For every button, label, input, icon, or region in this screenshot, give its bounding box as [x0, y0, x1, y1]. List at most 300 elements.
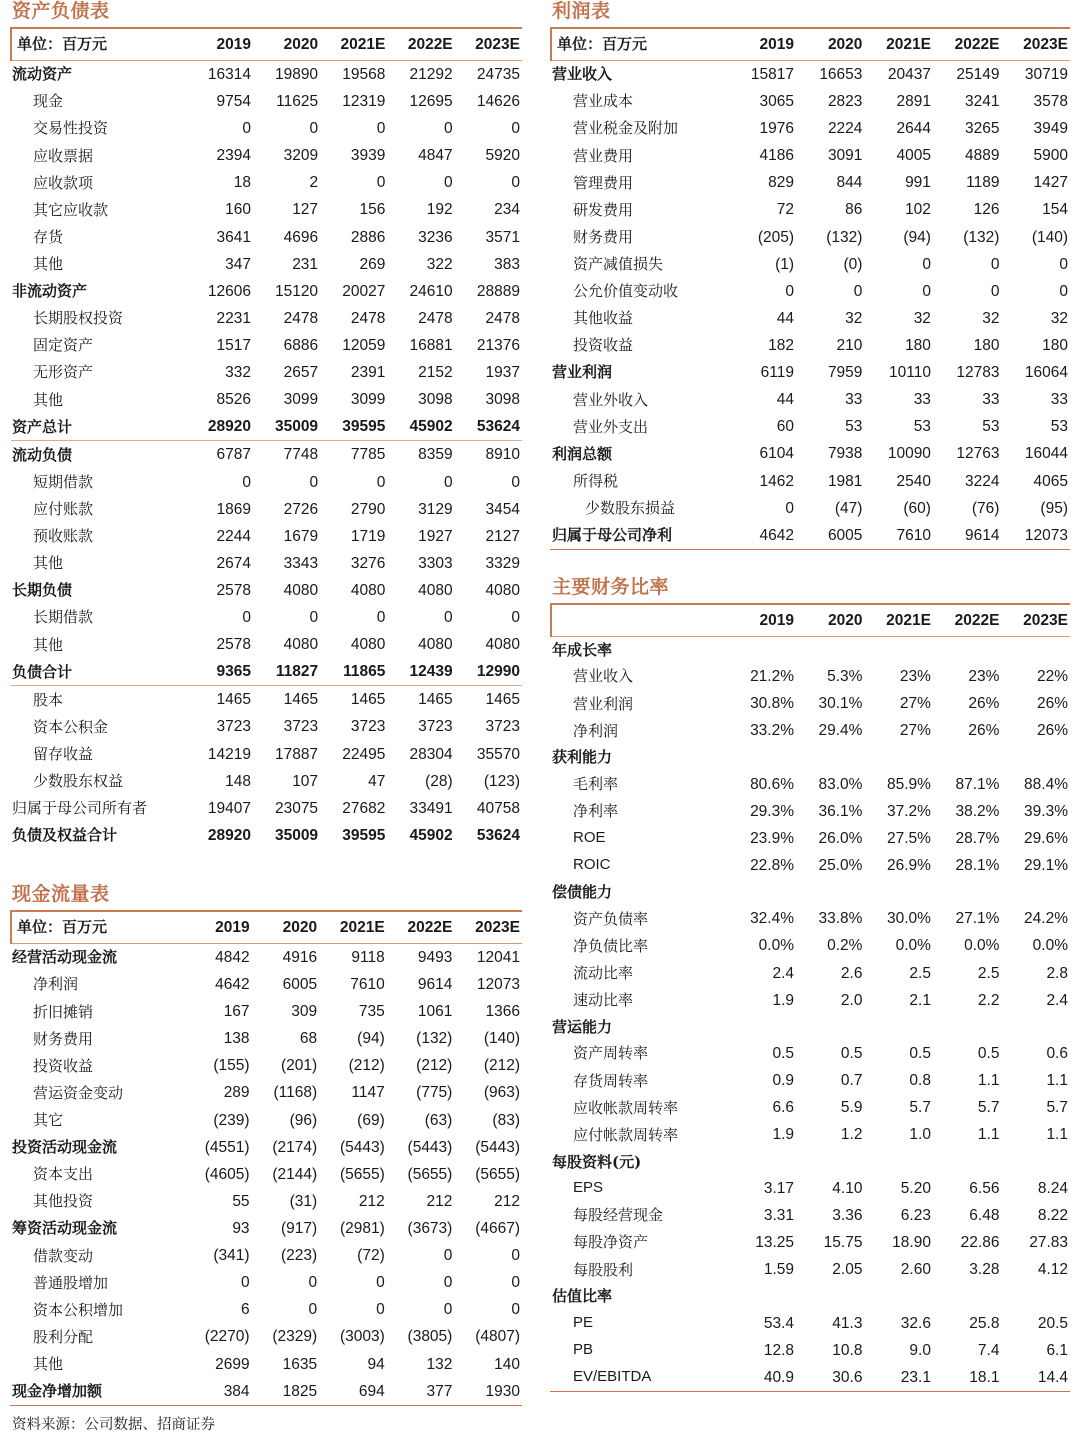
source-note: 资料来源：公司数据、招商证券: [12, 1416, 215, 1433]
table-row: [551, 1364, 1070, 1391]
cell-2020: 3209: [283, 147, 319, 165]
table-row: [11, 1215, 522, 1242]
cell-2019: 384: [223, 1382, 250, 1400]
cell-2022E: 0: [990, 255, 1000, 273]
cell-2021E: 0.8: [909, 1072, 931, 1090]
cell-2021E: 2886: [350, 228, 386, 246]
cell-2023E: 2478: [485, 309, 520, 327]
cell-2019: 55: [232, 1192, 250, 1210]
cell-2019: 0: [242, 609, 251, 627]
row-label: 流动负债: [12, 445, 73, 464]
cell-2020: 7938: [827, 445, 863, 463]
table-row: [11, 413, 522, 441]
cell-2023E: 1930: [485, 1382, 520, 1400]
cell-2021E: 2790: [350, 500, 386, 518]
cell-2020: (917): [280, 1219, 318, 1237]
cell-2021E: 735: [358, 1003, 385, 1021]
cell-2020: 5.9: [840, 1099, 863, 1117]
row-label: 长期借款: [33, 608, 94, 627]
cell-2021E: 212: [358, 1192, 385, 1210]
cell-2020: [796, 1149, 864, 1175]
table-block-income-statement: [550, 0, 1070, 550]
unit-label: 单位：百万元: [551, 28, 728, 61]
cell-2021E: 39595: [320, 413, 387, 441]
row-label: 交易性投资: [33, 119, 109, 138]
table-header-row: [11, 28, 522, 61]
table-row: [11, 1188, 522, 1215]
table-row: [551, 440, 1070, 467]
table-row: [11, 1025, 522, 1052]
cell-2020: 17887: [274, 745, 319, 763]
cell-2022E: (5443): [407, 1138, 453, 1156]
row-label: 每股净资产: [573, 1233, 649, 1252]
cell-2019: 0.5: [772, 1045, 795, 1063]
cell-2019: [728, 879, 796, 905]
cell-2021E: 2.60: [900, 1261, 931, 1279]
row-label: 股利分配: [33, 1327, 94, 1346]
table-row: [551, 825, 1070, 852]
table-row: [551, 690, 1070, 717]
cell-2019: 28920: [207, 826, 251, 844]
cell-2023E: 3098: [485, 391, 520, 409]
cell-2023E: (123): [483, 772, 520, 790]
table-row: [11, 1161, 522, 1188]
cell-2020: 11625: [276, 92, 319, 110]
cell-2023E: 212: [494, 1192, 520, 1210]
cell-2020: 5.3%: [827, 667, 863, 685]
cell-2023E: 21376: [476, 336, 520, 354]
cell-2022E: 9614: [417, 976, 453, 993]
cell-2022E: 3.28: [969, 1261, 1000, 1279]
cell-2019: 2674: [216, 554, 251, 572]
cell-2023E: 154: [1042, 201, 1068, 219]
row-label: 流动比率: [573, 963, 634, 982]
table-row: [11, 359, 522, 386]
cell-2023E: 8910: [485, 446, 520, 464]
cell-2021E: 2.5: [909, 964, 931, 982]
cell-2023E: [1001, 1014, 1070, 1040]
cell-2020: 1825: [282, 1382, 318, 1400]
cell-2020: 83.0%: [818, 775, 863, 793]
cell-2020: 16653: [819, 65, 863, 83]
cell-2021E: 1147: [351, 1084, 385, 1102]
cell-2023E: 3329: [485, 554, 520, 572]
table-row: [551, 798, 1070, 825]
table-row: [551, 88, 1070, 115]
column-header-2022E: 2022E: [933, 604, 1002, 637]
cell-2021E: 0: [376, 1301, 385, 1319]
table-row: [551, 522, 1070, 549]
cell-2021E: (212): [348, 1057, 385, 1075]
cell-2023E: 26%: [1036, 695, 1068, 713]
cell-2020: 6886: [283, 336, 319, 354]
cell-2020: 7959: [827, 364, 863, 382]
cell-2022E: 8359: [418, 446, 453, 464]
table-row: [11, 1052, 522, 1079]
row-label: 长期股权投资: [33, 309, 124, 328]
row-label: 资产总计: [11, 413, 186, 441]
cell-2019: 8526: [216, 391, 251, 409]
cell-2022E: 0.0%: [964, 937, 1000, 955]
cell-2019: 93: [232, 1219, 250, 1237]
cell-2019: 0.0%: [758, 937, 795, 955]
cell-2021E: [864, 1149, 933, 1175]
cell-2022E: 0: [443, 1247, 453, 1265]
row-label: 财务费用: [33, 1029, 94, 1048]
cell-2019: 2578: [216, 636, 251, 654]
table-key-financial-ratios: [550, 603, 1070, 1391]
cell-2022E: 45902: [387, 413, 454, 441]
cell-2023E: 24.2%: [1024, 910, 1068, 928]
cell-2021E: 20027: [342, 282, 386, 300]
row-label: 投资活动现金流: [12, 1138, 118, 1157]
cell-2021E: 27%: [899, 695, 931, 713]
cell-2023E: 4080: [485, 581, 520, 599]
cell-2019: 29.3%: [750, 802, 795, 820]
row-label: 利润总额: [552, 444, 613, 463]
cell-2019: 0: [785, 499, 795, 517]
cell-2022E: [933, 744, 1002, 770]
cell-2023E: 2.8: [1046, 964, 1068, 982]
cell-2019: 1869: [216, 500, 251, 518]
two-column-layout: [10, 0, 1070, 1434]
cell-2022E: 5.7: [977, 1099, 1000, 1117]
cell-2021E: 5.7: [909, 1099, 931, 1117]
cell-2019: 3065: [759, 92, 795, 110]
cell-2020: (223): [280, 1247, 318, 1265]
cell-2023E: 32: [1050, 309, 1068, 327]
cell-2020: [796, 879, 864, 905]
cell-2023E: 0: [511, 473, 520, 491]
cell-2020: 2224: [827, 120, 863, 138]
cell-2022E: 3241: [964, 92, 1000, 110]
financial-table: [550, 603, 1070, 1391]
table-row: [551, 60, 1070, 88]
cell-2020: 23075: [274, 799, 319, 817]
cell-2019: 332: [225, 364, 251, 382]
row-label: 现金净增加额: [12, 1382, 103, 1401]
cell-2020: 35009: [274, 826, 319, 844]
cell-2019: 0: [785, 282, 795, 300]
cell-2019: 2.4: [772, 964, 795, 982]
cell-2023E: 29.6%: [1024, 829, 1068, 847]
cell-2021E: 0: [922, 255, 931, 273]
row-label: 每股股利: [573, 1260, 634, 1279]
cell-2021E: 0: [376, 473, 386, 491]
table-title-balance-sheet: 资产负债表: [12, 0, 110, 22]
cell-2021E: 85.9%: [887, 775, 931, 793]
column-header-2021E: 2021E: [864, 28, 933, 61]
table-row: [551, 1283, 1070, 1309]
cell-2021E: 0.0%: [895, 937, 931, 955]
row-label: 营业外支出: [573, 417, 649, 436]
table-block-key-financial-ratios: [550, 576, 1070, 1392]
cell-2023E: 6.1: [1046, 1341, 1068, 1359]
table-row: [11, 822, 522, 849]
footer: [10, 1405, 522, 1434]
cell-2023E: (963): [483, 1084, 520, 1102]
cell-2019: 3.31: [763, 1206, 795, 1224]
row-label: 应收帐款周转率: [573, 1098, 679, 1117]
column-header-2021E: 2021E: [864, 604, 933, 637]
cell-2020: 4696: [283, 228, 319, 246]
table-row: [551, 717, 1070, 744]
table-row: [11, 604, 522, 631]
cell-2023E: 1465: [485, 691, 520, 709]
cell-2023E: 53: [1050, 418, 1068, 436]
cell-2021E: 2540: [896, 472, 931, 490]
cell-2021E: 27%: [899, 722, 931, 740]
row-label: EV/EBITDA: [573, 1368, 652, 1386]
cell-2019: 4642: [759, 526, 795, 544]
cell-2019: 289: [223, 1084, 250, 1102]
column-header-2020: 2020: [796, 28, 864, 61]
cell-2023E: 40758: [476, 799, 520, 817]
cell-2022E: 192: [426, 201, 453, 219]
cell-2023E: 0.0%: [1032, 937, 1068, 955]
table-row: [11, 971, 522, 998]
cell-2023E: 3571: [485, 228, 520, 246]
cell-2020: (0): [843, 255, 863, 273]
cell-2021E: 19568: [342, 65, 386, 83]
table-row: [11, 496, 522, 523]
cell-2021E: 7610: [896, 526, 931, 544]
cell-2023E: 383: [494, 255, 520, 273]
cell-2022E: [933, 636, 1002, 663]
column-header-2021E: 2021E: [320, 28, 387, 61]
cell-2020: 107: [292, 772, 319, 790]
cell-2023E: 1427: [1033, 174, 1068, 192]
cell-2021E: 2478: [350, 309, 386, 327]
cell-2021E: 7785: [350, 446, 386, 464]
cell-2019: 6: [240, 1301, 250, 1319]
table-row: [551, 1337, 1070, 1364]
cell-2021E: 20437: [887, 65, 931, 83]
cell-2019: [728, 1014, 796, 1040]
table-header-row: [11, 911, 522, 944]
cell-2022E: 1061: [417, 1003, 453, 1021]
cell-2022E: 322: [426, 255, 453, 273]
cell-2023E: (4807): [475, 1328, 520, 1346]
table-row: [11, 631, 522, 658]
cell-2020: 86: [845, 201, 863, 219]
cell-2021E: 2.1: [909, 991, 931, 1009]
cell-2022E: (5655): [407, 1165, 453, 1183]
cell-2020: [796, 636, 864, 663]
row-label: 投资收益: [33, 1056, 94, 1075]
table-row: [551, 744, 1070, 770]
cell-2021E: 3276: [350, 554, 386, 572]
cell-2022E: [933, 1014, 1002, 1040]
cell-2019: 14219: [207, 745, 251, 763]
cell-2019: (4551): [204, 1138, 250, 1156]
table-row: [551, 169, 1070, 196]
table-row: [11, 577, 522, 604]
cell-2020: (1168): [273, 1084, 318, 1102]
cell-2022E: 2152: [418, 364, 453, 382]
cell-2022E: 12783: [956, 364, 1000, 382]
cell-2022E: 53: [982, 418, 1000, 436]
table-row: [11, 658, 522, 686]
cell-2020: 33: [845, 391, 863, 409]
cell-2019: 19407: [207, 799, 251, 817]
cell-2022E: 28.1%: [955, 856, 1000, 874]
cell-2021E: 11865: [320, 658, 387, 686]
row-label: 所得税: [573, 471, 619, 490]
row-label: ROIC: [573, 856, 611, 874]
cell-2022E: 180: [973, 336, 1000, 354]
cell-2022E: 25.8: [969, 1314, 1000, 1332]
cell-2020: 6005: [282, 976, 318, 993]
row-label: ROE: [573, 829, 606, 847]
cell-2023E: 0: [1059, 255, 1068, 273]
spacer: [550, 550, 1070, 576]
cell-2020: 3723: [283, 718, 319, 736]
column-header-2023E: 2023E: [454, 911, 522, 944]
row-label: 归属于母公司所有者: [12, 799, 148, 818]
cell-2020: 3091: [827, 147, 863, 165]
row-label: 短期借款: [33, 472, 94, 491]
cell-2020: 3343: [283, 554, 319, 572]
cell-2022E: 21292: [409, 65, 453, 83]
cell-2019: 2578: [216, 581, 251, 599]
cell-2020: (2329): [272, 1328, 318, 1346]
cell-2022E: 28304: [409, 745, 453, 763]
cell-2021E: 0: [922, 282, 931, 300]
table-row: [551, 1310, 1070, 1337]
table-row: [11, 196, 522, 223]
row-label: 其他投资: [33, 1192, 94, 1211]
cell-2022E: 212: [426, 1192, 453, 1210]
cell-2020: 30.6: [832, 1368, 863, 1386]
cell-2023E: 33: [1050, 391, 1068, 409]
cell-2020: 0: [309, 609, 319, 627]
cell-2019: 28920: [186, 413, 253, 441]
cell-2020: 10.8: [832, 1341, 863, 1359]
row-label: 非流动资产: [12, 282, 88, 301]
cell-2023E: 234: [494, 201, 520, 219]
cell-2020: 1.2: [840, 1126, 863, 1144]
column-header-2020: 2020: [253, 28, 320, 61]
cell-2020: 2823: [827, 92, 863, 110]
cell-2023E: 20.5: [1037, 1314, 1068, 1332]
cell-2021E: 0: [376, 120, 386, 138]
column-header-2023E: 2023E: [455, 28, 522, 61]
row-label: 流动资产: [12, 65, 73, 84]
cell-2019: (239): [213, 1111, 250, 1129]
row-label: 营业成本: [573, 92, 634, 111]
cell-2022E: 3265: [964, 120, 1000, 138]
cell-2022E: 33491: [409, 799, 453, 817]
cell-2019: 182: [768, 336, 795, 354]
cell-2022E: (132): [416, 1030, 453, 1048]
row-label: 少数股东权益: [33, 772, 124, 791]
cell-2019: 4186: [759, 147, 795, 165]
column-header-2022E: 2022E: [933, 28, 1002, 61]
column-header-2020: 2020: [796, 604, 864, 637]
cell-2022E: (3673): [407, 1219, 453, 1237]
cell-2023E: (140): [1031, 228, 1068, 246]
cell-2022E: 2.2: [977, 991, 1000, 1009]
row-label: 净利润: [33, 975, 79, 994]
cell-2022E: [933, 1149, 1002, 1175]
financial-table: [550, 27, 1070, 549]
cell-2023E: 1.1: [1046, 1072, 1068, 1090]
row-label: 资产减值损失: [573, 255, 664, 274]
cell-2020: 4080: [283, 581, 319, 599]
table-row: [11, 224, 522, 251]
cell-2023E: 30719: [1024, 65, 1068, 83]
cell-2019: 160: [225, 201, 251, 219]
row-label: 预收账款: [33, 527, 94, 546]
cell-2023E: 4.12: [1037, 1261, 1068, 1279]
cell-2019: 1462: [759, 472, 795, 490]
cell-2019: 80.6%: [750, 775, 795, 793]
cell-2019: 2394: [216, 147, 251, 165]
table-row: [551, 251, 1070, 278]
table-row: [551, 305, 1070, 332]
table-balance-sheet: [10, 27, 522, 849]
cell-2022E: 3098: [418, 391, 453, 409]
cell-2022E: 1189: [966, 174, 1000, 192]
cell-2023E: 1937: [485, 364, 520, 382]
row-label: 存货周转率: [573, 1071, 649, 1090]
cell-2019: 0: [240, 1274, 250, 1292]
row-label: 其他: [33, 635, 64, 654]
row-label: 毛利率: [573, 775, 619, 794]
cell-2020: 2.0: [840, 991, 863, 1009]
cell-2022E: [933, 1283, 1002, 1309]
cell-2020: 32: [845, 309, 863, 327]
cell-2021E: 4080: [350, 636, 386, 654]
cell-2023E: 0: [511, 1274, 520, 1292]
cell-2022E: 0: [444, 609, 453, 627]
cell-2022E: 32: [982, 309, 1000, 327]
cell-2022E: 3723: [418, 718, 453, 736]
cell-2023E: 8.22: [1037, 1206, 1068, 1224]
table-row: [551, 332, 1070, 359]
row-label: 固定资产: [33, 336, 94, 355]
cell-2022E: 126: [973, 201, 1000, 219]
table-row: [551, 905, 1070, 932]
cell-2020: 210: [836, 336, 863, 354]
cell-2022E: 0: [444, 473, 453, 491]
table-row: [551, 413, 1070, 440]
cell-2021E: 9.0: [909, 1341, 931, 1359]
table-row: [551, 224, 1070, 251]
cell-2022E: 3224: [964, 472, 1000, 490]
row-label: 折旧摊销: [33, 1002, 94, 1021]
cell-2021E: [864, 744, 933, 770]
table-row: [11, 1378, 522, 1405]
cell-2020: (47): [834, 499, 863, 517]
cell-2023E: 27.83: [1029, 1234, 1068, 1252]
row-label: 其他: [33, 554, 64, 573]
cell-2023E: 1366: [485, 1003, 520, 1021]
cell-2019: 6104: [759, 445, 795, 463]
table-row: [551, 359, 1070, 386]
cell-2019: 12606: [207, 282, 251, 300]
cell-2021E: [864, 879, 933, 905]
cell-2020: 36.1%: [818, 802, 863, 820]
row-label: 少数股东损益: [585, 499, 676, 518]
table-row: [551, 636, 1070, 663]
cell-2021E: 156: [359, 201, 386, 219]
cell-2019: 23.9%: [750, 829, 795, 847]
left-column: [10, 0, 540, 1434]
row-label: 营业税金及附加: [573, 119, 679, 138]
row-label: 应收款项: [33, 173, 94, 192]
